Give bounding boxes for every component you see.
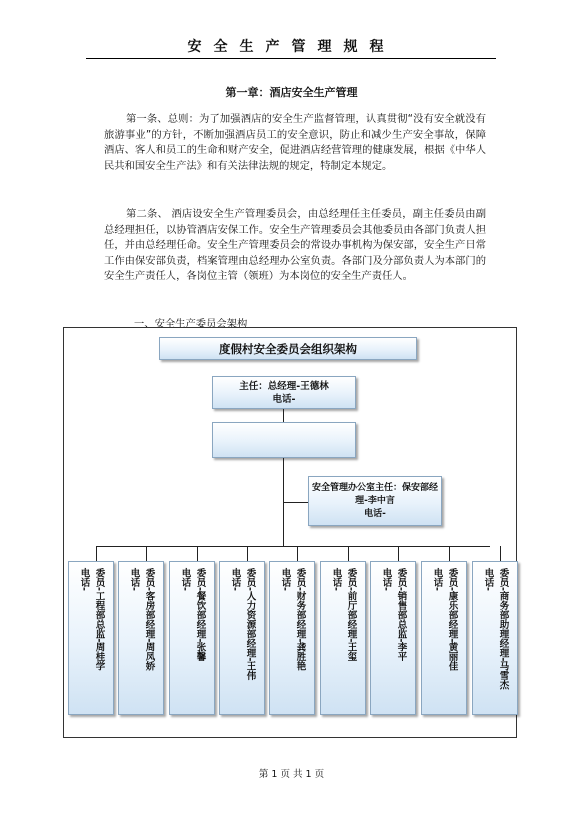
org-chart-title: 度假村安全委员会组织架构 — [159, 337, 417, 360]
chapter-heading: 第一章：酒店安全生产管理 — [225, 86, 358, 99]
title-underline — [86, 58, 496, 59]
member-phone: 电话- — [380, 568, 392, 591]
member-role: 委员-康乐部经理-黄丽佳 — [446, 568, 458, 671]
connector-member-drop — [146, 546, 147, 561]
member-box — [68, 561, 114, 715]
connector-member-drop — [247, 546, 248, 561]
member-phone: 电话- — [431, 568, 443, 591]
member-phone: 电话- — [482, 568, 494, 591]
office-director-name: 理-李中言 — [355, 496, 395, 506]
member-phone: 电话- — [78, 568, 90, 591]
member-role: 委员-餐饮部经理-张馨 — [194, 568, 206, 662]
blank-box — [212, 422, 356, 458]
member-phone: 电话- — [279, 568, 291, 591]
section-heading: 一、安全生产委员会架构 — [134, 318, 248, 330]
member-role: 委员-工程部总监-周桂学 — [93, 568, 105, 671]
member-box — [370, 561, 416, 715]
member-box — [421, 561, 467, 715]
connector-member-drop — [297, 546, 298, 561]
connector-director-blank — [283, 409, 284, 422]
member-phone: 电话- — [128, 568, 140, 591]
connector-member-drop — [398, 546, 399, 561]
connector-member-drop — [500, 546, 501, 561]
connector-member-drop — [348, 546, 349, 561]
safety-office-box — [308, 476, 442, 526]
member-box — [269, 561, 315, 715]
connector-office-branch — [283, 502, 308, 503]
connector-member-drop — [449, 546, 450, 561]
member-role: 委员-财务部经理-龚胜艳 — [294, 568, 306, 671]
office-director-phone: 电话- — [364, 509, 386, 519]
director-name: 主任：总经理-王德林 — [239, 381, 329, 392]
member-box — [219, 561, 265, 715]
member-box — [320, 561, 366, 715]
member-box — [169, 561, 215, 715]
member-phone: 电话- — [179, 568, 191, 591]
member-phone: 电话- — [229, 568, 241, 591]
connector-member-drop — [197, 546, 198, 561]
member-phone: 电话- — [330, 568, 342, 591]
member-box — [472, 561, 518, 715]
paragraph-committee: 第二条、 酒店设安全生产管理委员会，由总经理任主任委员，副主任委员由副总经理担任，以协管酒店安保工作。安全生产管理委员会其他委员由各部门负责人担任，并由总经理任命。安全生产管理委员会的常设办事机构为保安部，安全生产日常工作由保安部负责，档案管理由总经理办公室负责。各部门及分部负责人为本部门的安全生产责任人，各岗位主管（领班）为本岗位的安全生产责任人。 — [104, 208, 486, 282]
member-role: 委员-销售部总监-李平 — [395, 568, 407, 662]
document-title: 安全生产管理规程 — [187, 39, 396, 55]
connector-member-drop — [96, 546, 97, 561]
connector-horizontal-bus — [96, 546, 490, 547]
member-role: 委员-人力资源部经理-王伟 — [244, 568, 256, 681]
page-footer: 第 1 页 共 1 页 — [258, 769, 325, 780]
director-phone: 电话- — [272, 394, 296, 405]
org-chart — [63, 327, 517, 738]
paragraph-general-rules: 第一条、总则：为了加强酒店的安全生产监督管理，认真贯彻“没有安全就没有旅游事业”的方针，不断加强酒店员工的安全意识，防止和减少生产安全事故，保障酒店、客人和员工的生命和财产安全，促进酒店经营管理的健康发展，根据《中华人民共和国安全生产法》和有关法律法规的规定，特制定本规定。 — [104, 113, 486, 172]
office-director-title: 安全管理办公室主任：保安部经 — [311, 483, 438, 493]
member-box — [118, 561, 164, 715]
member-role: 委员-客房部经理-周凤娇 — [143, 568, 155, 671]
member-role: 委员-前厅部经理-王玺 — [345, 568, 357, 662]
member-role: 委员-商务部助理经理-马雪杰 — [497, 568, 509, 690]
director-box — [212, 376, 356, 409]
